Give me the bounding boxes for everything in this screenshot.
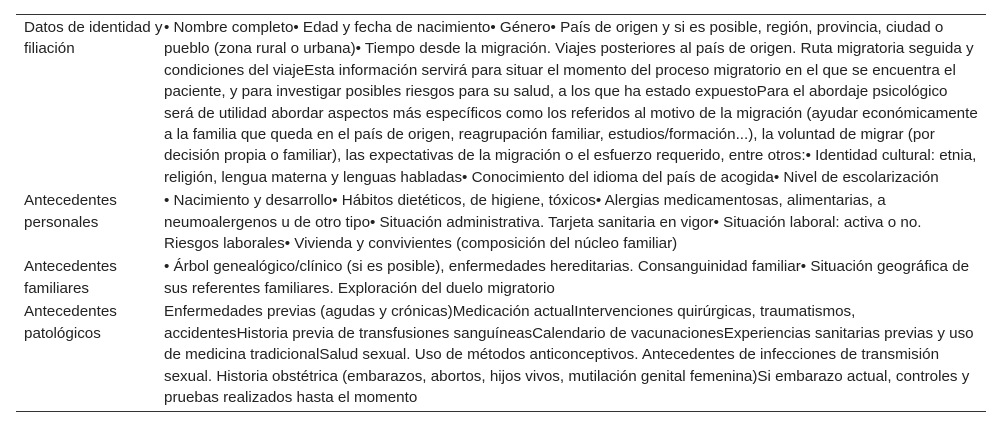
row-content: • Nacimiento y desarrollo• Hábitos dietéticos, de higiene, tóxicos• Alergias medicamentosas, alimentarias, a neumoalergenos u de otro tipo• Situación administrativa. Tarjeta sanitaria en vigor• Situación laboral: activa o no. Riesgos laborales• Vivienda y convivientes (composición del núcleo familiar) bbox=[164, 192, 922, 253]
table-row-antecedentes-patologicos bbox=[16, 300, 986, 412]
row-label: Antecedentes patológicos bbox=[24, 303, 117, 342]
row-label: Antecedentes personales bbox=[24, 192, 117, 231]
table-row-identidad bbox=[16, 15, 986, 190]
table-row-antecedentes-familiares bbox=[16, 255, 986, 300]
anamnesis-table bbox=[16, 14, 986, 412]
row-label: Datos de identidad y filiación bbox=[24, 19, 163, 58]
table-row-antecedentes-personales bbox=[16, 189, 986, 255]
row-label: Antecedentes familiares bbox=[24, 258, 117, 297]
row-content: Enfermedades previas (agudas y crónicas)Medicación actualIntervenciones quirúrgicas, traumatismos, accidentesHistoria previa de transfusiones sanguíneasCalendario de vacunacionesExperiencias sanitarias previas y uso de medicina tradicionalSalud sexual. Uso de métodos anticonceptivos. Antecedentes de infecciones de transmisión sexual. Historia obstétrica (embarazos, abortos, hijos vivos, mutilación genital femenina)Si embarazo actual, controles y pruebas realizados hasta el momento bbox=[164, 303, 974, 406]
row-content: • Nombre completo• Edad y fecha de nacimiento• Género• País de origen y si es posible, región, provincia, ciudad o pueblo (zona rural o urbana)• Tiempo desde la migración. Viajes posteriores al país de origen. Ruta migratoria seguida y condiciones del viajeEsta información servirá para situar el momento del proceso migratorio en el que se encuentra el paciente, y para investigar posibles riesgos para su salud, a los que ha estado expuestoPara el abordaje psicológico será de utilidad abordar aspectos más específicos como los referidos al motivo de la migración (ayudar económicamente a la familia que queda en el país de origen, reagrupación familiar, estudios/formación...), la voluntad de migrar (por decisión propia o familiar), las expectativas de la migración o el esfuerzo requerido, entre otros:• Identidad cultural: etnia, religión, lengua materna y lenguas habladas• Conocimiento del idioma del país de acogida• Nivel de escolarización bbox=[164, 19, 978, 186]
row-content: • Árbol genealógico/clínico (si es posible), enfermedades hereditarias. Consanguinidad familiar• Situación geográfica de sus referentes familiares. Exploración del duelo migratorio bbox=[164, 258, 970, 297]
